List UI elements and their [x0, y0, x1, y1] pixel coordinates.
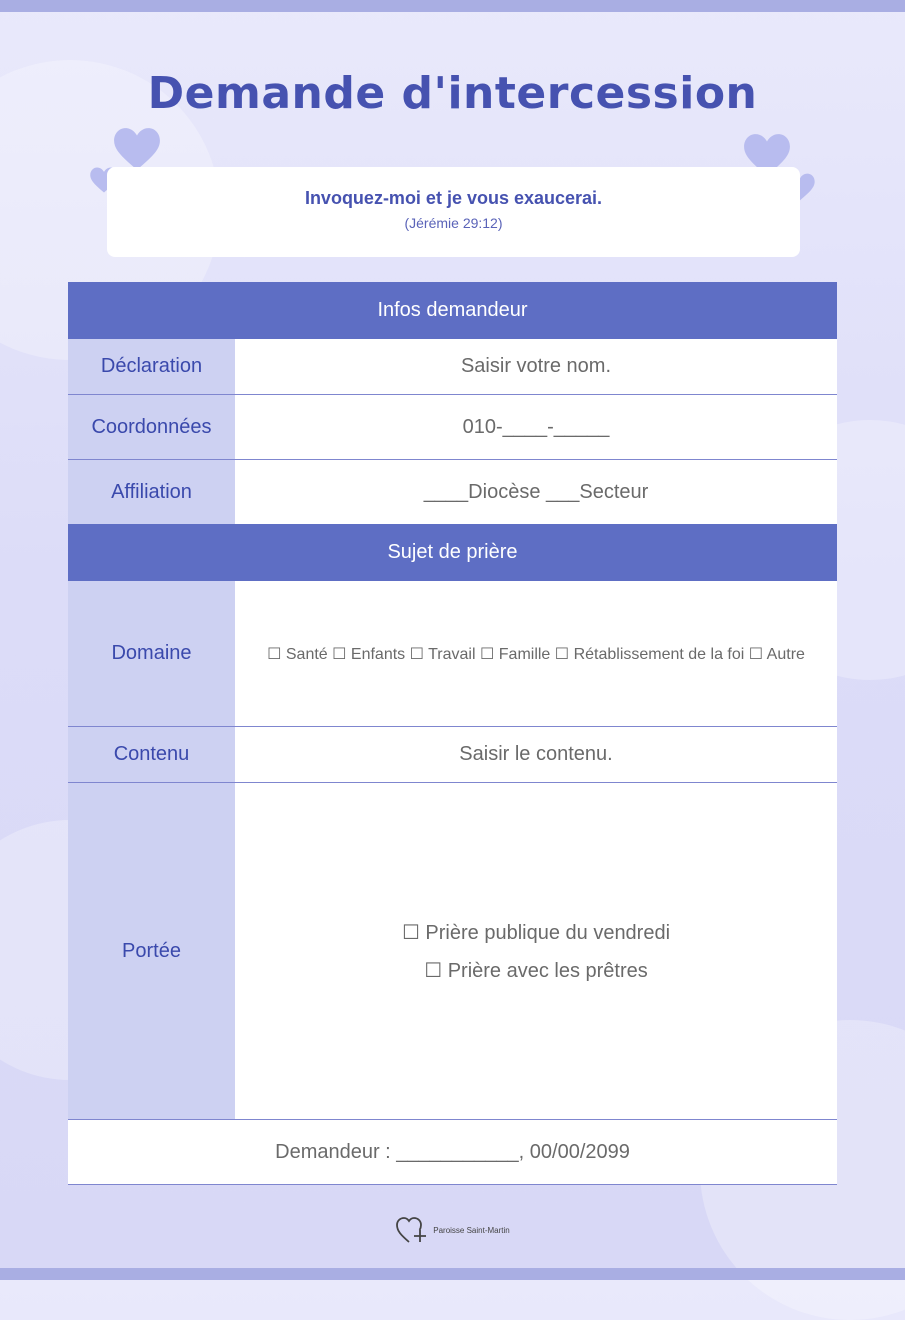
verse-text: Invoquez-moi et je vous exaucerai. [304, 188, 603, 208]
contact-label: Coordonnées [68, 395, 235, 459]
scope-row [68, 783, 837, 1120]
signature-line[interactable]: Demandeur : ___________, 00/00/2099 [275, 1140, 630, 1163]
affiliation-field[interactable]: ____Diocèse ___Secteur [235, 460, 837, 524]
prayer-section-title: Sujet de prière [387, 541, 518, 563]
contact-field[interactable]: 010-____-_____ [235, 395, 837, 459]
heart-icon [112, 126, 162, 172]
top-accent-bar [0, 0, 905, 12]
requester-section-title: Infos demandeur [377, 299, 528, 321]
affiliation-label: Affiliation [68, 460, 235, 524]
scope-options [235, 783, 837, 1119]
scope-option-priest-prayer[interactable]: ☐ Prière avec les prêtres [424, 959, 648, 982]
request-form [68, 282, 837, 1185]
declaration-label: Déclaration [68, 339, 235, 394]
verse-box [107, 167, 800, 257]
content-label: Contenu [68, 727, 235, 782]
parish-name: Paroisse Saint-Martin [433, 1225, 510, 1235]
affiliation-row [68, 460, 837, 524]
bottom-accent-bar [0, 1268, 905, 1280]
parish-logo [0, 1215, 905, 1245]
domain-checkbox-group[interactable]: ☐ Santé ☐ Enfants ☐ Travail ☐ Famille ☐ Rétablissement de la foi ☐ Autre [235, 581, 837, 726]
domain-row [68, 581, 837, 727]
requester-section-header [68, 282, 837, 339]
content-field[interactable]: Saisir le contenu. [235, 727, 837, 782]
page-title: Demande d'intercession [147, 68, 758, 119]
contact-row [68, 395, 837, 460]
signature-row [68, 1120, 837, 1185]
declaration-row [68, 339, 837, 395]
heart-cross-icon [395, 1215, 429, 1245]
prayer-section-header [68, 524, 837, 581]
declaration-field[interactable]: Saisir votre nom. [235, 339, 837, 394]
scope-option-friday-prayer[interactable]: ☐ Prière publique du vendredi [401, 921, 671, 944]
domain-label: Domaine [68, 581, 235, 726]
content-row [68, 727, 837, 783]
scope-label: Portée [68, 783, 235, 1119]
verse-reference: (Jérémie 29:12) [404, 215, 503, 231]
